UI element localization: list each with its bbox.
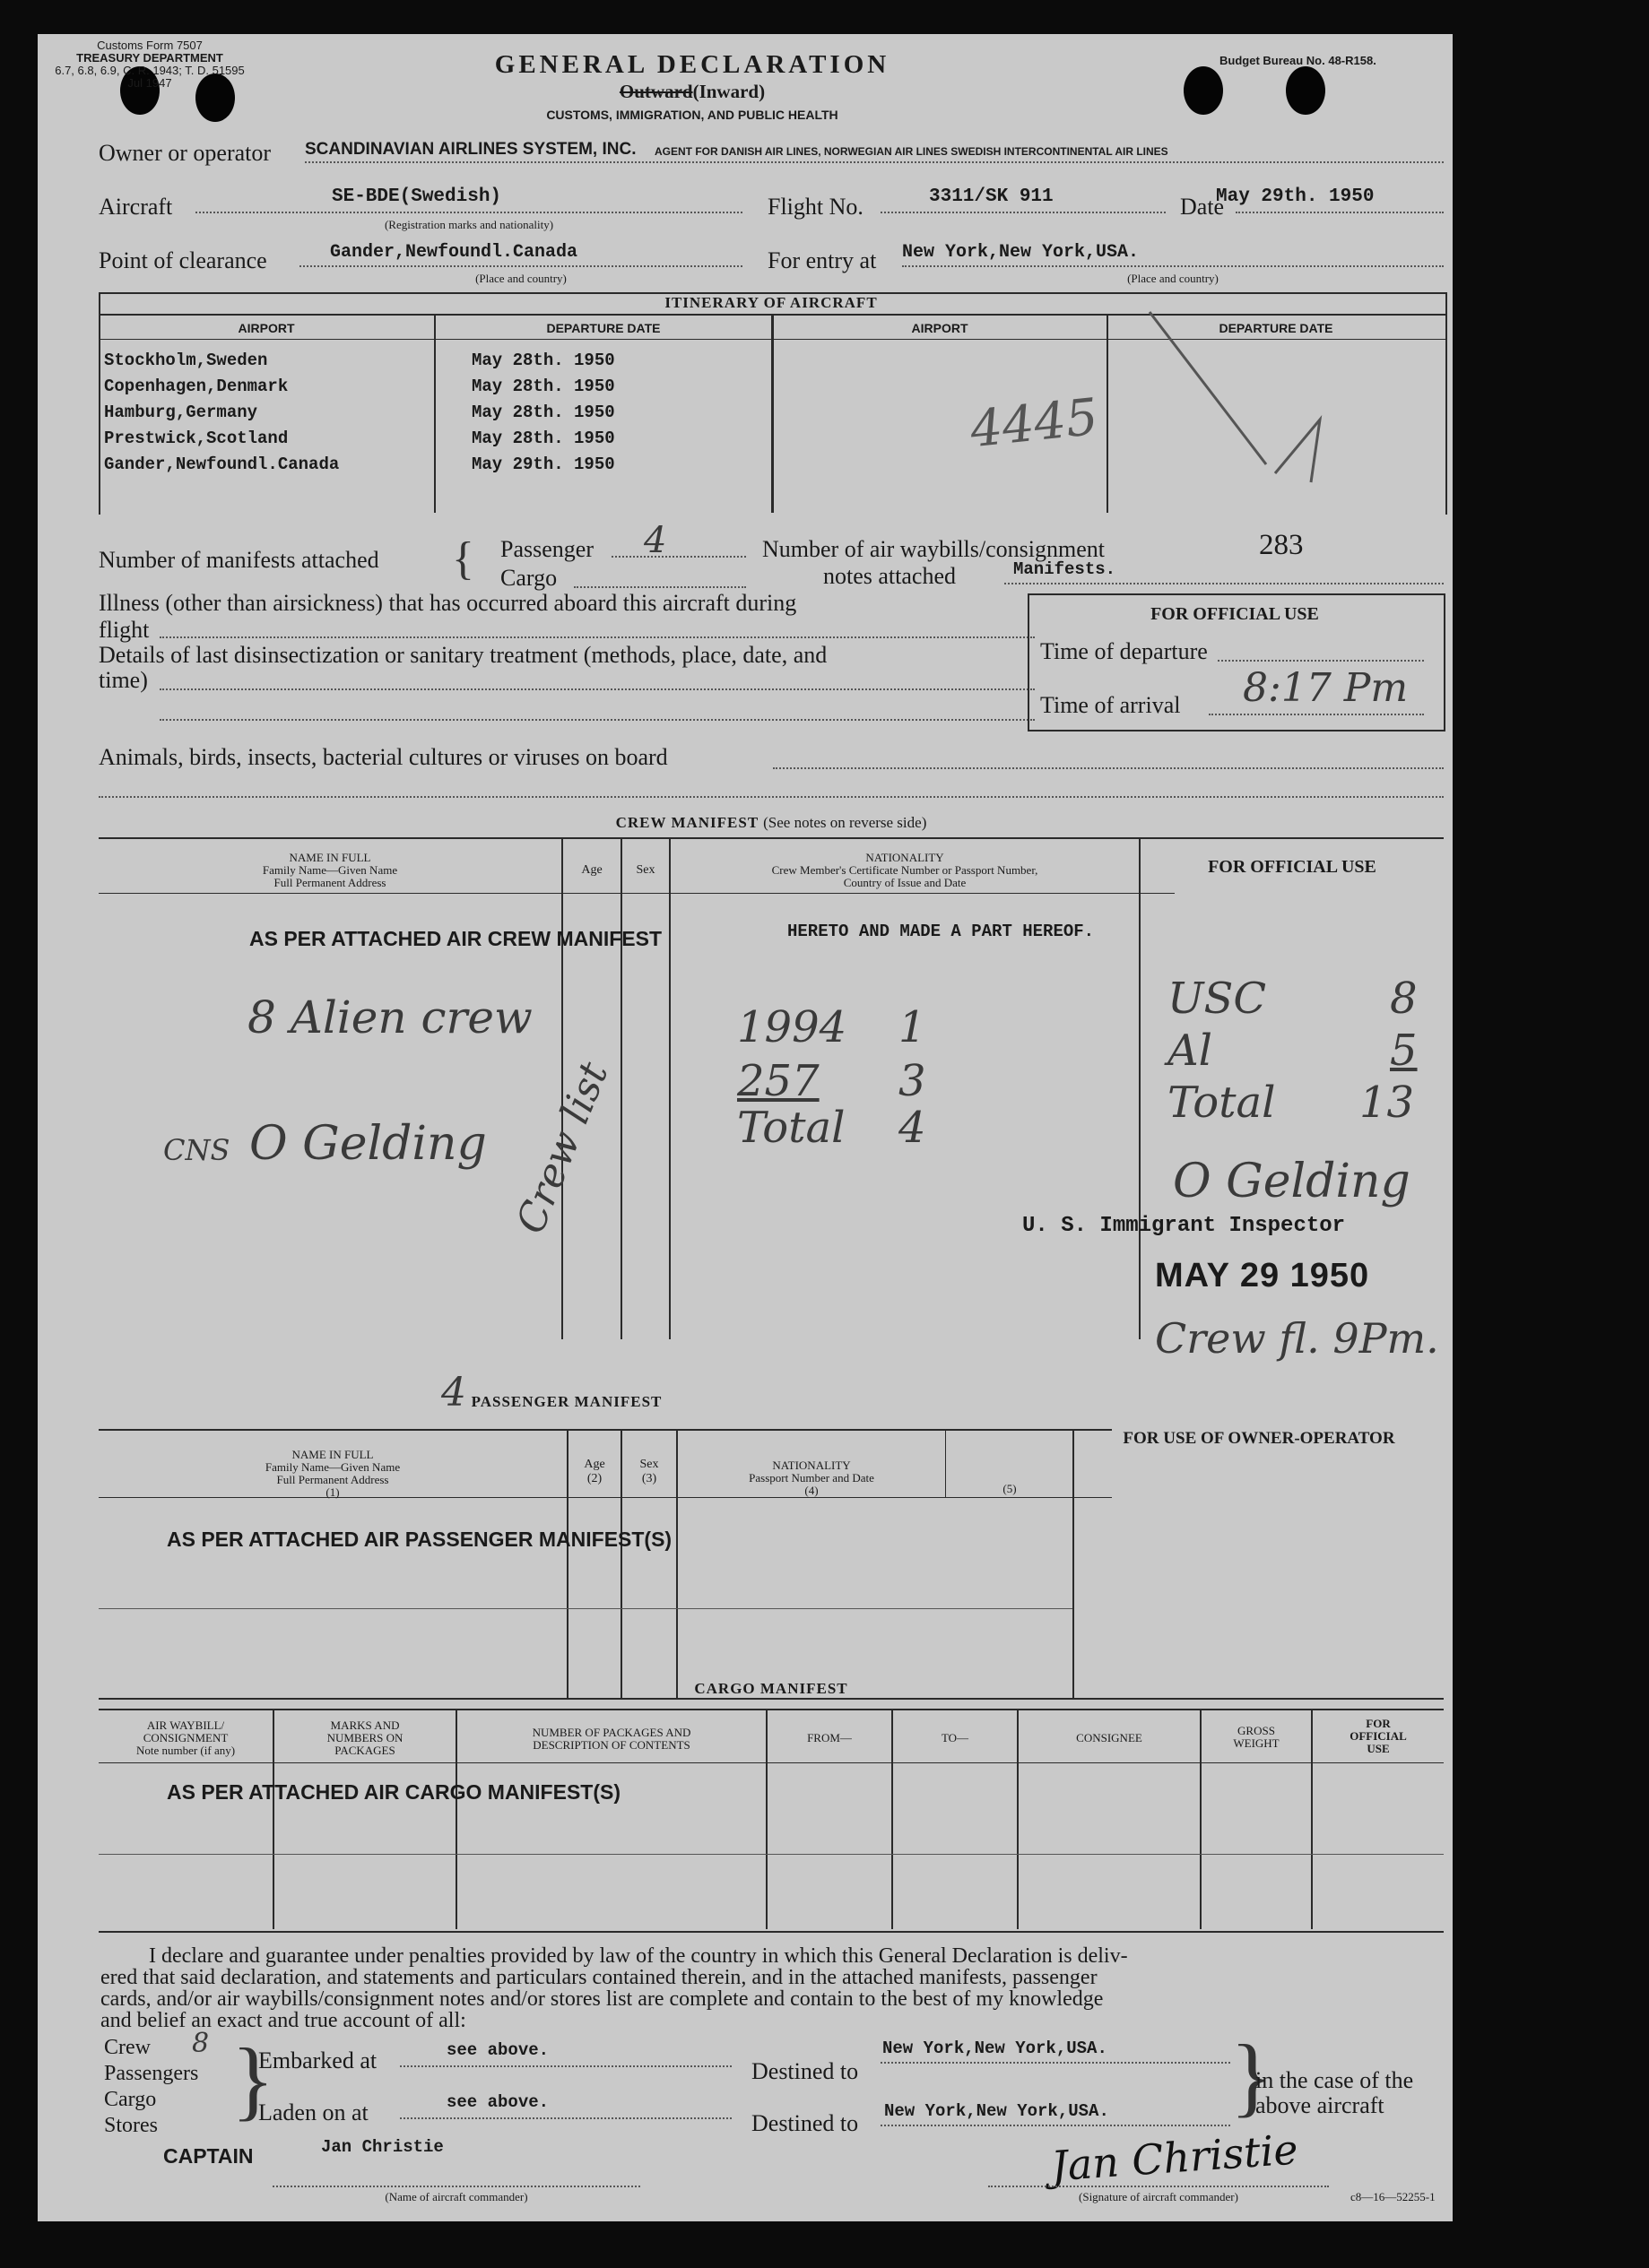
form-subtitle: CUSTOMS, IMMIGRATION, AND PUBLIC HEALTH — [546, 108, 838, 122]
passenger-col-nat-1: NATIONALITY — [772, 1459, 851, 1472]
crew-hand-tally-2: 257 — [737, 1056, 820, 1106]
animals-line — [773, 767, 1444, 769]
crew-hand-tally-1b: 1 — [898, 1002, 926, 1052]
laden-line — [400, 2117, 732, 2119]
crew-col-line — [621, 837, 622, 1339]
itinerary-handwritten: 4445 — [967, 387, 1101, 460]
itinerary-row: Hamburg,Germany — [104, 403, 258, 422]
flight-label: Flight No. — [768, 194, 864, 220]
cargo-header-line — [99, 1762, 1444, 1763]
waybills-count: 283 — [1259, 529, 1304, 561]
embarked-label: Embarked at — [258, 2047, 378, 2073]
case-label-1: in the case of the — [1255, 2067, 1414, 2093]
crew-col-line — [669, 837, 671, 1339]
waybills-note: Manifests. — [1013, 559, 1116, 579]
official-hand-al-value: 5 — [1390, 1026, 1418, 1076]
punch-hole — [1286, 66, 1325, 115]
arrival-time-line — [1209, 714, 1424, 715]
passenger-col-age-n: (2) — [586, 1472, 603, 1485]
cargo-col-packages-2: DESCRIPTION OF CONTENTS — [533, 1738, 690, 1752]
captain-name-line — [273, 2186, 640, 2187]
laden-value: see above. — [447, 2092, 550, 2112]
disinsect-label-2: time) — [99, 667, 148, 693]
crew-hand-signature: O Gelding — [249, 1117, 487, 1171]
crew-col-name-2: Family Name—Given Name — [262, 863, 398, 877]
direction-line — [531, 81, 854, 103]
inspection-date-stamp: MAY 29 1950 — [1155, 1257, 1370, 1294]
category-passengers: Passengers — [104, 2062, 199, 2085]
official-use-title: FOR OFFICIAL USE — [1150, 604, 1319, 624]
clearance-label: Point of clearance — [99, 247, 267, 273]
passenger-bottom-line — [99, 1698, 1444, 1700]
clearance-line — [299, 265, 742, 267]
manifests-brace: { — [452, 533, 474, 584]
disinsect-label: Details of last disinsectization or sanitary treatment (methods, place, date, and — [99, 642, 828, 668]
itinerary-airports — [104, 348, 339, 478]
destined-label: Destined to — [751, 2058, 859, 2084]
crew-hand-tally-2b: 3 — [898, 1056, 926, 1106]
budget-bureau: Budget Bureau No. 48-R158. — [1219, 54, 1376, 67]
crew-hand-cns: CNS — [163, 1133, 230, 1167]
captain-signature: Jan Christie — [1049, 2125, 1300, 2191]
declaration-categories — [104, 2035, 198, 2139]
cargo-col-waybill — [99, 1719, 273, 1757]
passenger-col-line — [945, 1429, 946, 1497]
passenger-col-sex-n: (3) — [641, 1472, 657, 1485]
cargo-col-official-1: FOR — [1366, 1717, 1391, 1730]
itinerary-pencil-mark — [1141, 303, 1356, 500]
owner-operator-use: FOR USE OF OWNER-OPERATOR — [1123, 1429, 1395, 1448]
itinerary-row: Copenhagen,Denmark — [104, 377, 289, 396]
itinerary-date: May 28th. 1950 — [472, 351, 615, 370]
illness-line — [160, 636, 1035, 638]
destined-line-1 — [881, 2062, 1230, 2064]
destined-value-2: New York,New York,USA. — [884, 2101, 1109, 2121]
passenger-col-name-3: Full Permanent Address — [276, 1473, 389, 1486]
cargo-line — [574, 586, 746, 588]
crew-col-age: Age — [581, 863, 603, 877]
itinerary-title: ITINERARY OF AIRCRAFT — [664, 294, 878, 311]
direction-struck: Outward — [619, 81, 693, 102]
cargo-col-weight-1: GROSS — [1237, 1724, 1275, 1737]
cargo-col-waybill-1: AIR WAYBILL/ — [146, 1718, 225, 1732]
entry-label: For entry at — [768, 247, 877, 273]
crew-title-note: (See notes on reverse side) — [763, 814, 927, 831]
aircraft-caption: (Registration marks and nationality) — [384, 218, 554, 231]
cargo-title: CARGO MANIFEST — [694, 1680, 848, 1697]
destined-line-2 — [881, 2125, 1230, 2126]
itinerary-col-departure: DEPARTURE DATE — [546, 321, 661, 335]
declaration-form — [38, 34, 1453, 2221]
official-hand-usc: USC — [1167, 974, 1267, 1024]
crew-col-name-1: NAME IN FULL — [289, 851, 371, 864]
case-label-2: above aircraft — [1255, 2092, 1384, 2118]
signature-line — [988, 2186, 1329, 2187]
itinerary-date: May 28th. 1950 — [472, 377, 615, 396]
crew-top-line — [99, 837, 1444, 839]
passenger-col-5: (5) — [1002, 1482, 1017, 1495]
inspector-signature: O Gelding — [1173, 1155, 1410, 1208]
animals-label: Animals, birds, insects, bacterial cultures or viruses on board — [99, 744, 668, 770]
category-stores: Stores — [104, 2114, 158, 2137]
manifests-label: Number of manifests attached — [99, 547, 379, 573]
owner-name: SCANDINAVIAN AIRLINES SYSTEM, INC. — [305, 140, 637, 159]
crew-col-sex: Sex — [636, 863, 655, 877]
departure-time-line — [1218, 660, 1424, 662]
cargo-col-marks-1: MARKS AND — [330, 1718, 400, 1732]
passenger-row-line — [99, 1608, 1072, 1609]
itinerary-col-line — [434, 314, 436, 513]
crew-col-nat-1: NATIONALITY — [865, 851, 944, 864]
itinerary-date: May 29th. 1950 — [472, 454, 615, 474]
cargo-col-marks-3: PACKAGES — [334, 1744, 395, 1757]
flight-line — [881, 212, 1166, 213]
crew-col-name — [99, 852, 561, 889]
passenger-col-line — [1072, 1429, 1074, 1698]
itinerary-date: May 28th. 1950 — [472, 403, 615, 422]
cargo-col-waybill-3: Note number (if any) — [135, 1744, 236, 1757]
crew-hand-total: Total — [737, 1103, 846, 1153]
laden-label: Laden on at — [258, 2099, 369, 2125]
crew-col-name-3: Full Permanent Address — [273, 876, 386, 889]
crew-col-nat-3: Country of Issue and Date — [843, 876, 967, 889]
passenger-title: PASSENGER MANIFEST — [471, 1393, 663, 1410]
form-title: GENERAL DECLARATION — [494, 50, 890, 79]
cargo-col-official — [1313, 1718, 1444, 1755]
itinerary-col-line — [1107, 314, 1108, 513]
official-hand-usc-value: 8 — [1390, 974, 1418, 1024]
disinsect-line-2 — [160, 719, 1035, 721]
embarked-value: see above. — [447, 2040, 550, 2060]
departure-time-label: Time of departure — [1040, 638, 1208, 664]
form-number: Customs Form 7507 — [97, 39, 203, 52]
aircraft-label: Aircraft — [99, 194, 173, 220]
passenger-col-sex-label: Sex — [639, 1458, 659, 1471]
passenger-col-name-2: Family Name—Given Name — [265, 1460, 401, 1474]
itinerary-dates — [472, 348, 615, 478]
cargo-label: Cargo — [500, 565, 558, 591]
animals-line-2 — [99, 796, 1444, 798]
passenger-col-nat-2: Passport Number and Date — [749, 1471, 874, 1485]
crew-header-line — [99, 893, 1175, 894]
category-crew: Crew — [104, 2036, 151, 2059]
regulations: 6.7, 6.8, 6.9, C. R. 1943; T. D. 51595 — [55, 64, 245, 77]
crew-hand-total-value: 4 — [898, 1103, 926, 1153]
passenger-col-nationality — [678, 1459, 945, 1497]
crew-title-line — [99, 814, 1444, 832]
date-value: May 29th. 1950 — [1216, 186, 1375, 207]
cargo-col-consignee: CONSIGNEE — [1076, 1731, 1142, 1744]
passenger-col-sex — [622, 1458, 676, 1486]
passenger-col-age-label: Age — [584, 1458, 605, 1471]
itinerary-col-airport: AIRPORT — [238, 321, 295, 335]
captain-name-caption: (Name of aircraft commander) — [385, 2190, 528, 2203]
aircraft-value: SE-BDE(Swedish) — [332, 186, 502, 207]
crew-col-line — [1139, 837, 1141, 1339]
arrival-time-value: 8:17 Pm — [1243, 665, 1409, 711]
destined-brace: } — [1230, 2026, 1273, 2125]
declaration-line-1: I declare and guarantee under penalties provided by law of the country in which this General Declaration is deliv- — [149, 1944, 1128, 1968]
arrival-time-label: Time of arrival — [1040, 692, 1181, 718]
date-label: Date — [1180, 194, 1225, 220]
crew-hand-tally-1: 1994 — [737, 1002, 847, 1052]
cargo-col-official-3: USE — [1367, 1742, 1390, 1755]
declaration-text — [100, 1945, 1445, 2031]
passenger-top-line — [99, 1429, 1112, 1431]
crew-count-hand: 8 — [192, 2028, 210, 2059]
embarked-line — [400, 2065, 732, 2067]
clearance-value: Gander,Newfoundl.Canada — [330, 242, 578, 263]
entry-value: New York,New York,USA. — [902, 242, 1140, 263]
crew-col-nationality — [671, 852, 1139, 889]
crew-attached-1: AS PER ATTACHED AIR CREW MANIFEST — [249, 927, 662, 950]
passenger-col-nat-n: (4) — [804, 1484, 819, 1497]
itinerary-date: May 28th. 1950 — [472, 428, 615, 448]
entry-line — [902, 265, 1444, 267]
crew-hand-alien: 8 Alien crew — [247, 991, 533, 1043]
cargo-col-waybill-2: CONSIGNMENT — [143, 1731, 229, 1744]
passenger-col-name-1: NAME IN FULL — [291, 1448, 374, 1461]
declaration-line-4: and belief an exact and true account of all: — [100, 2009, 466, 2032]
cargo-col-official-2: OFFICIAL — [1350, 1729, 1407, 1743]
captain-label: CAPTAIN — [163, 2144, 254, 2168]
cargo-col-weight-2: WEIGHT — [1233, 1736, 1280, 1750]
clearance-caption: (Place and country) — [475, 272, 567, 285]
crew-title: CREW MANIFEST — [615, 814, 759, 831]
passenger-hand-4: 4 — [441, 1370, 466, 1415]
cargo-col-weight — [1202, 1725, 1311, 1750]
illness-label: Illness (other than airsickness) that has occurred aboard this aircraft during — [99, 590, 797, 616]
declaration-line-3: cards, and/or air waybills/consignment notes and/or stores list are complete and contain to the best of my knowledge — [100, 1987, 1104, 2011]
official-hand-total: Total — [1167, 1078, 1276, 1128]
passenger-col-name-n: (1) — [325, 1485, 340, 1499]
owner-agent: AGENT FOR DANISH AIR LINES, NORWEGIAN AIR LINES SWEDISH INTERCONTINENTAL AIR LINES — [655, 145, 1168, 158]
passenger-col-age — [568, 1458, 621, 1486]
owner-line — [305, 161, 1444, 163]
cargo-col-packages-1: NUMBER OF PACKAGES AND — [532, 1726, 691, 1739]
cargo-col-to: TO— — [941, 1731, 969, 1744]
category-cargo: Cargo — [104, 2088, 157, 2111]
print-code: c8—16—52255-1 — [1350, 2190, 1436, 2203]
entry-caption: (Place and country) — [1127, 272, 1219, 285]
owner-label: Owner or operator — [99, 140, 272, 166]
cargo-col-packages — [457, 1727, 766, 1752]
itinerary-row: Prestwick,Scotland — [104, 428, 289, 448]
destined-value-1: New York,New York,USA. — [882, 2039, 1107, 2058]
flight-value: 3311/SK 911 — [929, 186, 1054, 207]
inspector-title: U. S. Immigrant Inspector — [1022, 1214, 1346, 1238]
official-hand-total-value: 13 — [1359, 1078, 1415, 1128]
disinsect-line — [160, 688, 1035, 690]
captain-name: Jan Christie — [321, 2137, 444, 2157]
inspection-time-note: Crew fl. 9Pm. — [1155, 1314, 1439, 1363]
waybills-label-2: notes attached — [823, 563, 956, 589]
itinerary-row: Stockholm,Sweden — [104, 351, 268, 370]
declaration-line-2: ered that said declaration, and statements and particulars contained therein, and in the attached manifests, passenger — [100, 1966, 1098, 1989]
illness-label-2: flight — [99, 617, 150, 643]
passenger-line — [612, 556, 746, 558]
form-id-block — [47, 39, 253, 90]
punch-hole — [1184, 66, 1223, 115]
passenger-col-name — [99, 1449, 567, 1499]
cargo-attached: AS PER ATTACHED AIR CARGO MANIFEST(S) — [167, 1780, 621, 1804]
cargo-col-marks — [274, 1719, 456, 1757]
form-date-code: Jul 1947 — [127, 76, 172, 90]
direction: (Inward) — [692, 81, 766, 102]
itinerary-col-departure-2: DEPARTURE DATE — [1219, 321, 1333, 335]
destined-label-2: Destined to — [751, 2110, 859, 2136]
passenger-label: Passenger — [500, 536, 594, 562]
crew-col-nat-2: Crew Member's Certificate Number or Passport Number, — [771, 863, 1038, 877]
itinerary-row: Gander,Newfoundl.Canada — [104, 454, 340, 474]
cargo-col-from: FROM— — [807, 1731, 852, 1744]
crew-col-official: FOR OFFICIAL USE — [1208, 857, 1376, 877]
waybills-line — [1004, 583, 1444, 584]
cargo-col-marks-2: NUMBERS ON — [326, 1731, 404, 1744]
itinerary-col-airport-2: AIRPORT — [911, 321, 968, 335]
categories-brace: } — [231, 2030, 274, 2129]
aircraft-line — [195, 212, 742, 213]
official-hand-al: Al — [1167, 1026, 1213, 1076]
waybills-label: Number of air waybills/consignment — [762, 536, 1105, 562]
passenger-count: 4 — [644, 520, 667, 561]
cargo-row-line — [99, 1854, 1444, 1855]
signature-caption: (Signature of aircraft commander) — [1079, 2190, 1238, 2203]
department: TREASURY DEPARTMENT — [76, 51, 223, 65]
itinerary-col-line — [771, 314, 774, 513]
date-line — [1236, 212, 1444, 213]
crew-hand-list-note: Crew list — [508, 1055, 618, 1241]
crew-attached-2: HERETO AND MADE A PART HEREOF. — [787, 922, 1095, 941]
passenger-attached: AS PER ATTACHED AIR PASSENGER MANIFEST(S) — [167, 1528, 673, 1551]
